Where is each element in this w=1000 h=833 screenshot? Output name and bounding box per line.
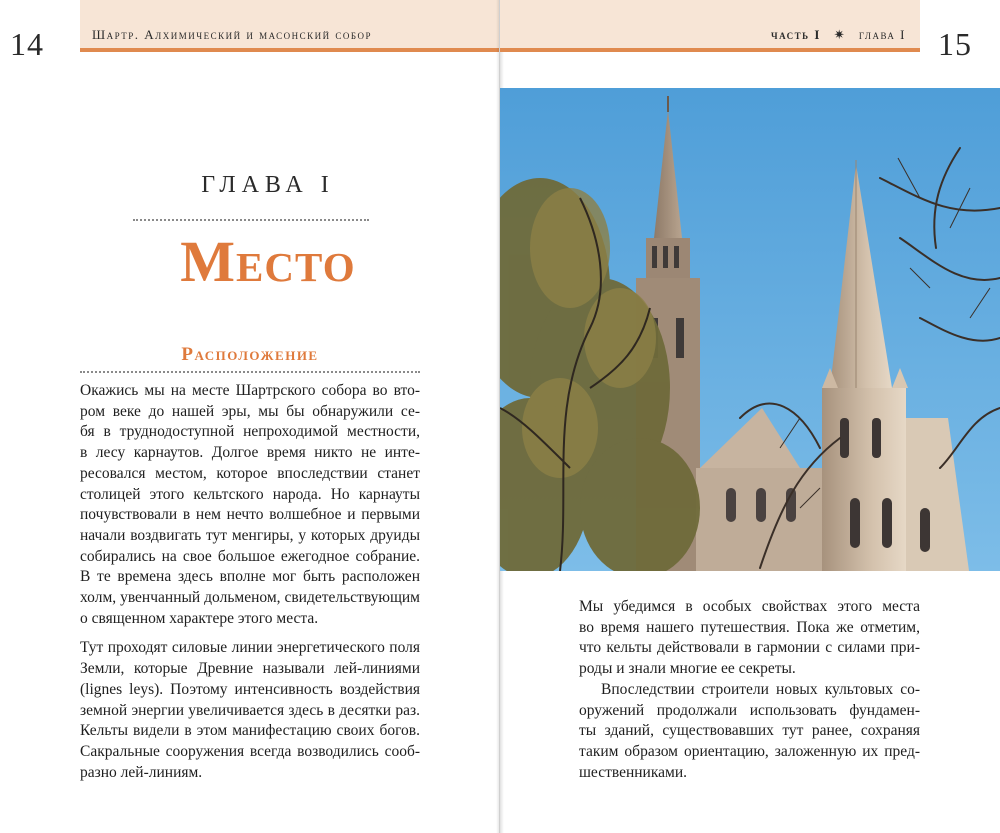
running-header-right (500, 0, 920, 52)
running-head-chapter: глава I (858, 27, 906, 42)
running-head-book-title: Шартр. Алхимический и масонский собор (92, 27, 373, 42)
text-line: В те времена здесь вполне мог быть расположен (80, 568, 420, 586)
text-line: разно лей-линиям. (80, 763, 203, 781)
text-line: почувствовали в нем нечто волшебное и первыми (80, 506, 420, 524)
text-line: ты зданий, существовавших тут ранее, сохраняя (579, 722, 920, 740)
right-page (500, 0, 1000, 833)
text-line: во время нашего путешествия. Пока же отметим, (579, 618, 920, 636)
right-paragraph-1 (579, 597, 920, 680)
text-line: начали воздвигать тут менгиры, у которых друиды (80, 526, 420, 544)
left-paragraph-2 (80, 638, 420, 783)
text-line: оружений продолжали использовать фундамен- (579, 701, 920, 719)
section-title: Расположение (181, 344, 319, 365)
text-line: холм, увенчанный дольменом, свидетельствующим (80, 589, 420, 607)
text-line: роды и знали многие ее секреты. (579, 660, 796, 678)
text-line: Тут проходят силовые линии энергетического поля (80, 639, 420, 657)
text-line: столицей этого кельтского народа. Но карнауты (80, 485, 420, 503)
running-head-section (771, 27, 906, 43)
left-paragraph-1 (80, 381, 420, 629)
page-number-right: 15 (938, 26, 972, 62)
text-line: Земли, которые Древние называли лей-линиями (80, 660, 420, 678)
chapter-title: Место (180, 229, 356, 294)
right-body-text (579, 597, 920, 783)
running-head-part: часть I (771, 27, 821, 42)
text-line: бя в труднодоступной непроходимой местности, (80, 423, 420, 441)
text-line: о священном характере этого места. (80, 609, 319, 627)
left-body-text (80, 381, 420, 783)
star-separator-icon: ✷ (833, 27, 847, 42)
right-paragraph-2 (579, 680, 920, 784)
text-line: Кельты видели в этом манифестацию своих богов. (80, 722, 420, 740)
cathedral-photo (500, 88, 1000, 571)
text-line: что кельты действовали в гармонии с силами при- (579, 639, 920, 657)
text-line: ресовался местом, которое впоследствии станет (80, 464, 420, 482)
chapter-divider (133, 219, 369, 221)
page-number-left: 14 (10, 26, 44, 62)
chartres-cathedral-illustration (500, 88, 1000, 571)
text-line: ром веке до нашей эры, мы бы обнаружили се- (80, 402, 420, 420)
running-header-left (80, 0, 500, 52)
text-line: таким образом ориентацию, заложенную их пред- (579, 742, 920, 760)
text-line: Окажись мы на месте Шартрского собора во вто- (80, 382, 420, 399)
text-line: собирались на свое большое ежегодное собрание. (80, 547, 420, 565)
text-line: Сакральные сооружения всегда возводились сооб- (80, 742, 420, 760)
text-line: в лесу карнаутов. Долгое время никто не инте- (80, 444, 420, 462)
text-line: шественниками. (579, 763, 688, 781)
text-line: Впоследствии строители новых культовых со- (601, 680, 920, 698)
section-divider (80, 371, 420, 373)
text-line: Мы убедимся в особых свойствах этого места (579, 598, 920, 615)
chapter-label: ГЛАВА I (201, 172, 335, 198)
text-line: земной энергии увеличивается здесь в десятки раз. (80, 701, 420, 719)
text-line: (lignes leys). Поэтому интенсивность воздействия (80, 680, 420, 698)
